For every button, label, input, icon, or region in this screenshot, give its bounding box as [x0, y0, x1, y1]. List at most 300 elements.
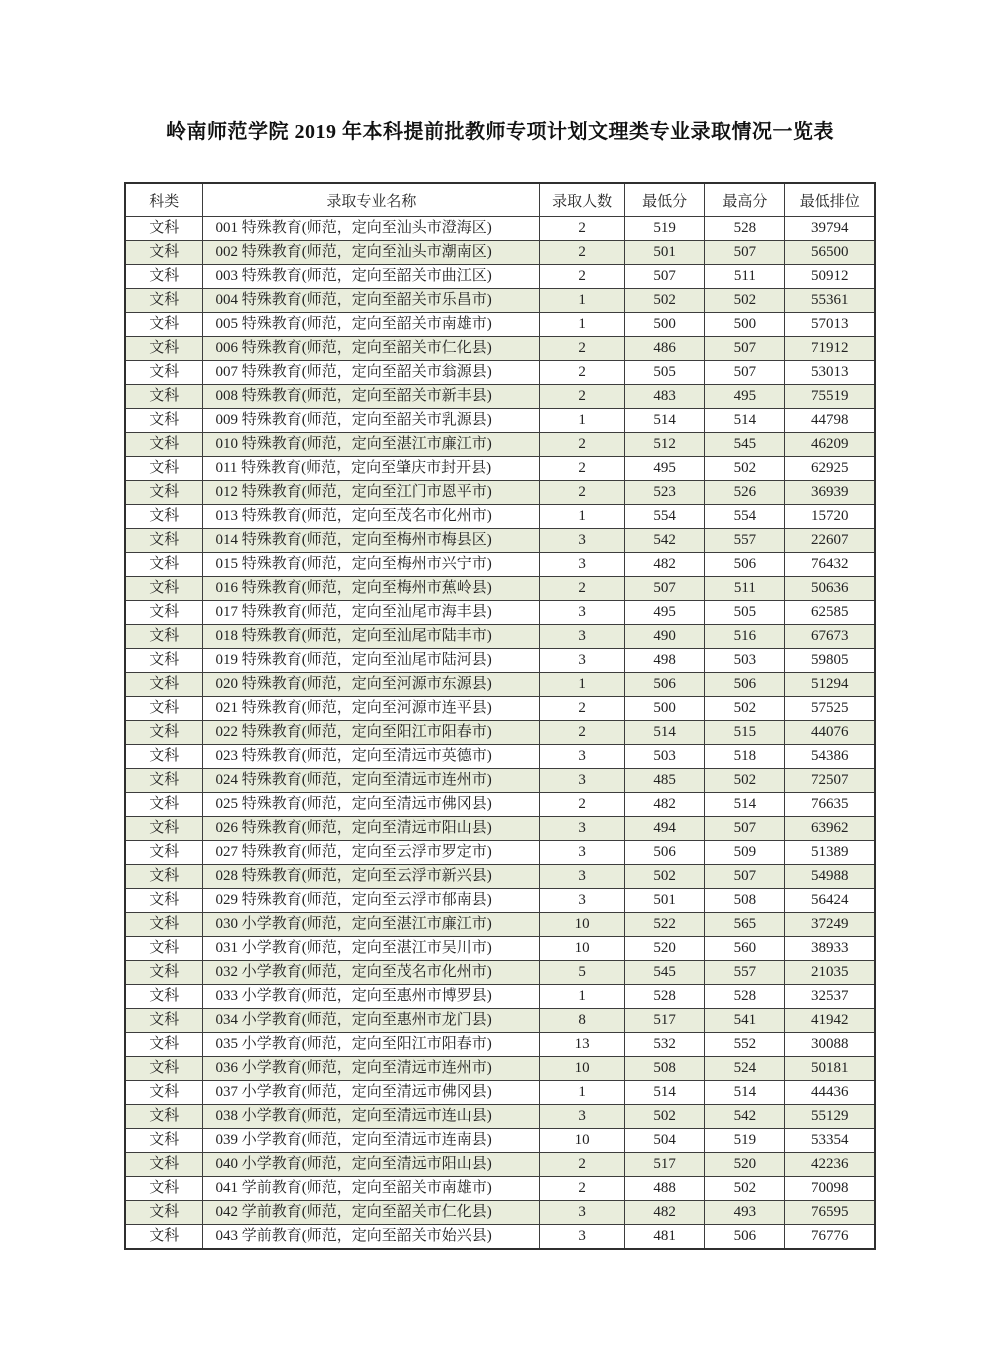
table-row [125, 505, 875, 529]
cell-subject-category: 文科 [125, 793, 203, 817]
cell-min-rank: 57013 [785, 313, 875, 337]
cell-min-rank: 67673 [785, 625, 875, 649]
cell-min-score: 542 [624, 529, 704, 553]
cell-subject-category: 文科 [125, 385, 203, 409]
cell-min-rank: 76776 [785, 1225, 875, 1250]
table-row [125, 865, 875, 889]
cell-major-name: 025 特殊教育(师范，定向至清远市佛冈县) [203, 793, 540, 817]
cell-subject-category: 文科 [125, 1057, 203, 1081]
cell-admitted-count: 2 [540, 721, 625, 745]
cell-admitted-count: 3 [540, 817, 625, 841]
cell-major-name: 001 特殊教育(师范，定向至汕头市澄海区) [203, 217, 540, 241]
cell-min-score: 503 [624, 745, 704, 769]
cell-min-score: 532 [624, 1033, 704, 1057]
cell-subject-category: 文科 [125, 1009, 203, 1033]
header-subject-category: 科类 [125, 183, 203, 217]
cell-min-rank: 75519 [785, 385, 875, 409]
cell-subject-category: 文科 [125, 1201, 203, 1225]
cell-subject-category: 文科 [125, 241, 203, 265]
table-body [125, 217, 875, 1250]
table-row [125, 385, 875, 409]
cell-admitted-count: 10 [540, 1057, 625, 1081]
cell-min-score: 519 [624, 217, 704, 241]
cell-min-score: 485 [624, 769, 704, 793]
cell-min-rank: 50636 [785, 577, 875, 601]
cell-max-score: 509 [705, 841, 785, 865]
cell-max-score: 541 [705, 1009, 785, 1033]
cell-admitted-count: 2 [540, 697, 625, 721]
table-row [125, 1177, 875, 1201]
cell-major-name: 035 小学教育(师范，定向至阳江市阳春市) [203, 1033, 540, 1057]
cell-max-score: 508 [705, 889, 785, 913]
cell-major-name: 021 特殊教育(师范，定向至河源市连平县) [203, 697, 540, 721]
cell-max-score: 520 [705, 1153, 785, 1177]
page-title: 岭南师范学院 2019 年本科提前批教师专项计划文理类专业录取情况一览表 [166, 121, 834, 143]
cell-admitted-count: 10 [540, 1129, 625, 1153]
cell-subject-category: 文科 [125, 601, 203, 625]
cell-major-name: 006 特殊教育(师范，定向至韶关市仁化县) [203, 337, 540, 361]
cell-subject-category: 文科 [125, 769, 203, 793]
cell-max-score: 514 [705, 409, 785, 433]
cell-major-name: 009 特殊教育(师范，定向至韶关市乳源县) [203, 409, 540, 433]
table-row [125, 577, 875, 601]
table-row [125, 817, 875, 841]
cell-major-name: 011 特殊教育(师范，定向至肇庆市封开县) [203, 457, 540, 481]
cell-max-score: 493 [705, 1201, 785, 1225]
cell-admitted-count: 1 [540, 505, 625, 529]
table-row [125, 601, 875, 625]
table-header [125, 183, 875, 217]
cell-min-rank: 76635 [785, 793, 875, 817]
cell-major-name: 030 小学教育(师范，定向至湛江市廉江市) [203, 913, 540, 937]
cell-min-rank: 62925 [785, 457, 875, 481]
cell-major-name: 019 特殊教育(师范，定向至汕尾市陆河县) [203, 649, 540, 673]
cell-max-score: 502 [705, 1177, 785, 1201]
cell-min-score: 482 [624, 793, 704, 817]
cell-subject-category: 文科 [125, 1105, 203, 1129]
table-row [125, 481, 875, 505]
cell-subject-category: 文科 [125, 217, 203, 241]
table-row [125, 457, 875, 481]
cell-max-score: 528 [705, 985, 785, 1009]
table-row [125, 529, 875, 553]
cell-admitted-count: 3 [540, 601, 625, 625]
table-row [125, 217, 875, 241]
cell-major-name: 008 特殊教育(师范，定向至韶关市新丰县) [203, 385, 540, 409]
cell-major-name: 007 特殊教育(师范，定向至韶关市翁源县) [203, 361, 540, 385]
cell-subject-category: 文科 [125, 913, 203, 937]
cell-admitted-count: 2 [540, 361, 625, 385]
cell-major-name: 029 特殊教育(师范，定向至云浮市郁南县) [203, 889, 540, 913]
cell-major-name: 031 小学教育(师范，定向至湛江市吴川市) [203, 937, 540, 961]
cell-admitted-count: 1 [540, 673, 625, 697]
cell-subject-category: 文科 [125, 265, 203, 289]
cell-major-name: 004 特殊教育(师范，定向至韶关市乐昌市) [203, 289, 540, 313]
cell-admitted-count: 2 [540, 793, 625, 817]
cell-max-score: 511 [705, 577, 785, 601]
cell-min-score: 501 [624, 241, 704, 265]
cell-admitted-count: 13 [540, 1033, 625, 1057]
cell-subject-category: 文科 [125, 721, 203, 745]
cell-min-rank: 15720 [785, 505, 875, 529]
cell-max-score: 519 [705, 1129, 785, 1153]
cell-major-name: 016 特殊教育(师范，定向至梅州市蕉岭县) [203, 577, 540, 601]
cell-subject-category: 文科 [125, 745, 203, 769]
cell-max-score: 502 [705, 289, 785, 313]
cell-min-rank: 63962 [785, 817, 875, 841]
cell-subject-category: 文科 [125, 1081, 203, 1105]
table-row [125, 1105, 875, 1129]
cell-major-name: 033 小学教育(师范，定向至惠州市博罗县) [203, 985, 540, 1009]
cell-min-score: 506 [624, 673, 704, 697]
cell-major-name: 015 特殊教育(师范，定向至梅州市兴宁市) [203, 553, 540, 577]
header-row [125, 183, 875, 217]
cell-min-rank: 44798 [785, 409, 875, 433]
cell-min-score: 520 [624, 937, 704, 961]
cell-min-rank: 32537 [785, 985, 875, 1009]
cell-max-score: 526 [705, 481, 785, 505]
cell-min-score: 502 [624, 1105, 704, 1129]
cell-min-score: 488 [624, 1177, 704, 1201]
cell-min-rank: 42236 [785, 1153, 875, 1177]
cell-admitted-count: 2 [540, 385, 625, 409]
cell-min-score: 482 [624, 553, 704, 577]
cell-major-name: 027 特殊教育(师范，定向至云浮市罗定市) [203, 841, 540, 865]
cell-subject-category: 文科 [125, 289, 203, 313]
cell-major-name: 002 特殊教育(师范，定向至汕头市潮南区) [203, 241, 540, 265]
cell-max-score: 502 [705, 697, 785, 721]
cell-max-score: 518 [705, 745, 785, 769]
cell-min-score: 505 [624, 361, 704, 385]
cell-min-score: 507 [624, 265, 704, 289]
cell-min-rank: 62585 [785, 601, 875, 625]
cell-major-name: 005 特殊教育(师范，定向至韶关市南雄市) [203, 313, 540, 337]
cell-min-rank: 44436 [785, 1081, 875, 1105]
table-row [125, 361, 875, 385]
cell-min-rank: 38933 [785, 937, 875, 961]
cell-major-name: 032 小学教育(师范，定向至茂名市化州市) [203, 961, 540, 985]
cell-major-name: 036 小学教育(师范，定向至清远市连州市) [203, 1057, 540, 1081]
cell-subject-category: 文科 [125, 433, 203, 457]
cell-min-score: 495 [624, 601, 704, 625]
cell-min-rank: 56424 [785, 889, 875, 913]
cell-min-rank: 46209 [785, 433, 875, 457]
cell-max-score: 502 [705, 769, 785, 793]
cell-min-score: 482 [624, 1201, 704, 1225]
table-row [125, 889, 875, 913]
cell-max-score: 545 [705, 433, 785, 457]
cell-admitted-count: 3 [540, 529, 625, 553]
cell-min-rank: 36939 [785, 481, 875, 505]
table-row [125, 961, 875, 985]
cell-max-score: 560 [705, 937, 785, 961]
cell-min-rank: 76595 [785, 1201, 875, 1225]
cell-subject-category: 文科 [125, 409, 203, 433]
cell-major-name: 022 特殊教育(师范，定向至阳江市阳春市) [203, 721, 540, 745]
cell-subject-category: 文科 [125, 1033, 203, 1057]
cell-max-score: 507 [705, 361, 785, 385]
table-row [125, 409, 875, 433]
cell-max-score: 505 [705, 601, 785, 625]
table-row [125, 769, 875, 793]
cell-min-score: 514 [624, 409, 704, 433]
table-row [125, 1129, 875, 1153]
cell-major-name: 023 特殊教育(师范，定向至清远市英德市) [203, 745, 540, 769]
cell-admitted-count: 1 [540, 289, 625, 313]
cell-admitted-count: 3 [540, 865, 625, 889]
cell-admitted-count: 3 [540, 745, 625, 769]
cell-admitted-count: 3 [540, 553, 625, 577]
cell-admitted-count: 3 [540, 1201, 625, 1225]
table-row [125, 1057, 875, 1081]
cell-admitted-count: 2 [540, 1153, 625, 1177]
cell-major-name: 024 特殊教育(师范，定向至清远市连州市) [203, 769, 540, 793]
cell-major-name: 018 特殊教育(师范，定向至汕尾市陆丰市) [203, 625, 540, 649]
cell-max-score: 507 [705, 337, 785, 361]
cell-admitted-count: 3 [540, 769, 625, 793]
cell-min-score: 517 [624, 1009, 704, 1033]
cell-subject-category: 文科 [125, 937, 203, 961]
cell-admitted-count: 10 [540, 937, 625, 961]
cell-min-score: 514 [624, 721, 704, 745]
table-row [125, 937, 875, 961]
cell-max-score: 528 [705, 217, 785, 241]
cell-min-rank: 57525 [785, 697, 875, 721]
cell-max-score: 506 [705, 673, 785, 697]
cell-min-score: 500 [624, 313, 704, 337]
table-row [125, 841, 875, 865]
table-row [125, 721, 875, 745]
table-row [125, 985, 875, 1009]
cell-admitted-count: 2 [540, 481, 625, 505]
cell-max-score: 507 [705, 241, 785, 265]
cell-max-score: 514 [705, 1081, 785, 1105]
cell-admitted-count: 3 [540, 889, 625, 913]
cell-admitted-count: 3 [540, 625, 625, 649]
cell-min-rank: 21035 [785, 961, 875, 985]
cell-subject-category: 文科 [125, 481, 203, 505]
cell-min-score: 498 [624, 649, 704, 673]
cell-min-score: 528 [624, 985, 704, 1009]
header-max-score: 最高分 [705, 183, 785, 217]
cell-subject-category: 文科 [125, 985, 203, 1009]
cell-max-score: 503 [705, 649, 785, 673]
cell-min-score: 554 [624, 505, 704, 529]
cell-admitted-count: 5 [540, 961, 625, 985]
cell-subject-category: 文科 [125, 673, 203, 697]
cell-subject-category: 文科 [125, 817, 203, 841]
cell-min-rank: 54386 [785, 745, 875, 769]
cell-admitted-count: 1 [540, 985, 625, 1009]
table-row [125, 289, 875, 313]
cell-major-name: 003 特殊教育(师范，定向至韶关市曲江区) [203, 265, 540, 289]
cell-min-score: 490 [624, 625, 704, 649]
cell-subject-category: 文科 [125, 361, 203, 385]
cell-major-name: 041 学前教育(师范，定向至韶关市南雄市) [203, 1177, 540, 1201]
cell-major-name: 028 特殊教育(师范，定向至云浮市新兴县) [203, 865, 540, 889]
cell-min-rank: 53354 [785, 1129, 875, 1153]
cell-min-score: 486 [624, 337, 704, 361]
cell-major-name: 013 特殊教育(师范，定向至茂名市化州市) [203, 505, 540, 529]
table-row [125, 1009, 875, 1033]
cell-min-score: 481 [624, 1225, 704, 1250]
cell-min-score: 517 [624, 1153, 704, 1177]
cell-major-name: 017 特殊教育(师范，定向至汕尾市海丰县) [203, 601, 540, 625]
cell-min-rank: 30088 [785, 1033, 875, 1057]
cell-min-score: 494 [624, 817, 704, 841]
cell-min-score: 545 [624, 961, 704, 985]
cell-min-score: 500 [624, 697, 704, 721]
table-row [125, 1153, 875, 1177]
cell-admitted-count: 10 [540, 913, 625, 937]
table-row [125, 1225, 875, 1250]
cell-max-score: 507 [705, 817, 785, 841]
cell-major-name: 038 小学教育(师范，定向至清远市连山县) [203, 1105, 540, 1129]
cell-min-score: 522 [624, 913, 704, 937]
cell-min-rank: 37249 [785, 913, 875, 937]
table-row [125, 673, 875, 697]
admissions-table [124, 182, 876, 1250]
cell-admitted-count: 1 [540, 409, 625, 433]
cell-subject-category: 文科 [125, 313, 203, 337]
cell-min-rank: 22607 [785, 529, 875, 553]
cell-min-rank: 55129 [785, 1105, 875, 1129]
table-row [125, 913, 875, 937]
table-row [125, 745, 875, 769]
cell-major-name: 037 小学教育(师范，定向至清远市佛冈县) [203, 1081, 540, 1105]
cell-major-name: 039 小学教育(师范，定向至清远市连南县) [203, 1129, 540, 1153]
cell-admitted-count: 2 [540, 1177, 625, 1201]
cell-max-score: 524 [705, 1057, 785, 1081]
cell-subject-category: 文科 [125, 1129, 203, 1153]
cell-min-rank: 51389 [785, 841, 875, 865]
cell-min-score: 512 [624, 433, 704, 457]
cell-admitted-count: 3 [540, 1105, 625, 1129]
cell-min-rank: 53013 [785, 361, 875, 385]
cell-max-score: 500 [705, 313, 785, 337]
cell-max-score: 506 [705, 553, 785, 577]
table-row [125, 649, 875, 673]
table-row [125, 1201, 875, 1225]
header-min-score: 最低分 [624, 183, 704, 217]
cell-subject-category: 文科 [125, 505, 203, 529]
cell-subject-category: 文科 [125, 553, 203, 577]
cell-min-rank: 51294 [785, 673, 875, 697]
cell-max-score: 516 [705, 625, 785, 649]
cell-max-score: 557 [705, 961, 785, 985]
cell-min-rank: 39794 [785, 217, 875, 241]
cell-subject-category: 文科 [125, 457, 203, 481]
cell-min-rank: 76432 [785, 553, 875, 577]
cell-min-rank: 55361 [785, 289, 875, 313]
cell-major-name: 043 学前教育(师范，定向至韶关市始兴县) [203, 1225, 540, 1250]
table-row [125, 553, 875, 577]
cell-min-rank: 70098 [785, 1177, 875, 1201]
cell-admitted-count: 2 [540, 433, 625, 457]
cell-subject-category: 文科 [125, 337, 203, 361]
cell-min-rank: 41942 [785, 1009, 875, 1033]
table-row [125, 241, 875, 265]
cell-admitted-count: 1 [540, 1081, 625, 1105]
table-row [125, 1033, 875, 1057]
cell-min-score: 502 [624, 865, 704, 889]
cell-min-score: 483 [624, 385, 704, 409]
cell-admitted-count: 3 [540, 1225, 625, 1250]
cell-min-score: 502 [624, 289, 704, 313]
cell-major-name: 034 小学教育(师范，定向至惠州市龙门县) [203, 1009, 540, 1033]
cell-subject-category: 文科 [125, 1153, 203, 1177]
cell-min-score: 506 [624, 841, 704, 865]
cell-subject-category: 文科 [125, 1225, 203, 1250]
cell-admitted-count: 2 [540, 217, 625, 241]
cell-admitted-count: 3 [540, 649, 625, 673]
cell-max-score: 554 [705, 505, 785, 529]
cell-min-score: 507 [624, 577, 704, 601]
cell-max-score: 495 [705, 385, 785, 409]
cell-min-rank: 50181 [785, 1057, 875, 1081]
cell-major-name: 014 特殊教育(师范，定向至梅州市梅县区) [203, 529, 540, 553]
cell-max-score: 557 [705, 529, 785, 553]
cell-max-score: 506 [705, 1225, 785, 1250]
cell-min-score: 508 [624, 1057, 704, 1081]
cell-min-rank: 56500 [785, 241, 875, 265]
cell-min-score: 523 [624, 481, 704, 505]
cell-subject-category: 文科 [125, 625, 203, 649]
table-row [125, 433, 875, 457]
cell-subject-category: 文科 [125, 1177, 203, 1201]
table-row [125, 1081, 875, 1105]
cell-subject-category: 文科 [125, 961, 203, 985]
cell-admitted-count: 8 [540, 1009, 625, 1033]
cell-min-rank: 54988 [785, 865, 875, 889]
cell-min-score: 501 [624, 889, 704, 913]
cell-admitted-count: 2 [540, 265, 625, 289]
cell-major-name: 040 小学教育(师范，定向至清远市阳山县) [203, 1153, 540, 1177]
cell-max-score: 552 [705, 1033, 785, 1057]
table-row [125, 625, 875, 649]
table-row [125, 793, 875, 817]
cell-subject-category: 文科 [125, 697, 203, 721]
cell-subject-category: 文科 [125, 577, 203, 601]
cell-max-score: 507 [705, 865, 785, 889]
cell-admitted-count: 2 [540, 457, 625, 481]
cell-max-score: 542 [705, 1105, 785, 1129]
cell-major-name: 042 学前教育(师范，定向至韶关市仁化县) [203, 1201, 540, 1225]
table-row [125, 313, 875, 337]
cell-major-name: 026 特殊教育(师范，定向至清远市阳山县) [203, 817, 540, 841]
cell-min-rank: 72507 [785, 769, 875, 793]
cell-min-rank: 44076 [785, 721, 875, 745]
cell-admitted-count: 2 [540, 337, 625, 361]
cell-admitted-count: 2 [540, 577, 625, 601]
cell-subject-category: 文科 [125, 865, 203, 889]
cell-min-rank: 50912 [785, 265, 875, 289]
cell-admitted-count: 2 [540, 241, 625, 265]
cell-major-name: 020 特殊教育(师范，定向至河源市东源县) [203, 673, 540, 697]
header-major-name: 录取专业名称 [203, 183, 540, 217]
cell-max-score: 515 [705, 721, 785, 745]
cell-subject-category: 文科 [125, 529, 203, 553]
table-row [125, 265, 875, 289]
cell-max-score: 565 [705, 913, 785, 937]
cell-max-score: 514 [705, 793, 785, 817]
cell-major-name: 010 特殊教育(师范，定向至湛江市廉江市) [203, 433, 540, 457]
cell-min-rank: 71912 [785, 337, 875, 361]
cell-min-score: 504 [624, 1129, 704, 1153]
cell-subject-category: 文科 [125, 841, 203, 865]
table-row [125, 337, 875, 361]
cell-major-name: 012 特殊教育(师范，定向至江门市恩平市) [203, 481, 540, 505]
